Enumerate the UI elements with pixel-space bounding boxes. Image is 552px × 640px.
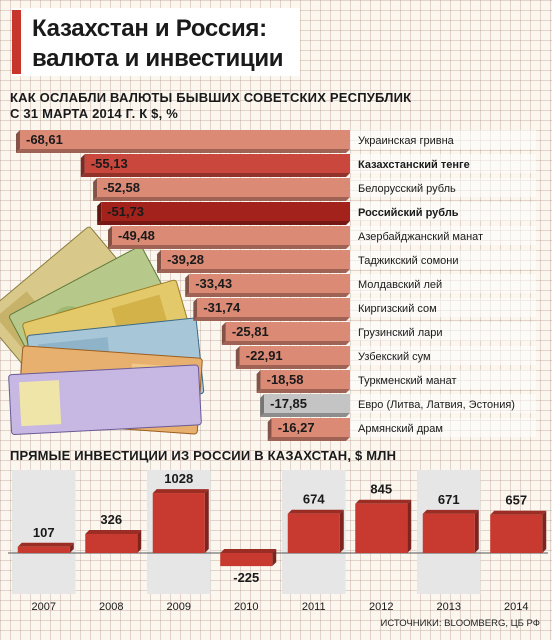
investment-bar — [490, 515, 542, 553]
investment-bar — [153, 493, 205, 553]
investment-bar-side — [475, 510, 479, 553]
investment-bar — [18, 547, 70, 553]
investment-bar — [288, 514, 340, 553]
investment-bar-top — [423, 510, 479, 514]
investment-value-label: 845 — [370, 481, 393, 497]
investment-bar-top — [288, 510, 344, 514]
currency-category-label: Евро (Литва, Латвия, Эстония) — [358, 399, 515, 411]
investment-value-label: 326 — [100, 511, 123, 527]
currency-value-label: -16,27 — [277, 420, 315, 435]
investment-bar-top — [153, 489, 209, 493]
currency-chart-title-line1: КАК ОСЛАБЛИ ВАЛЮТЫ БЫВШИХ СОВЕТСКИХ РЕСПУБЛИК — [10, 90, 412, 105]
page-title-line1: Казахстан и Россия: — [32, 15, 267, 42]
currency-value-label: -25,81 — [231, 324, 269, 339]
currency-category-label: Казахстанский тенге — [358, 159, 470, 171]
currency-category-label: Азербайджанский манат — [358, 231, 484, 243]
currency-value-label: -49,48 — [118, 228, 155, 243]
year-label: 2011 — [301, 601, 326, 613]
investment-bar-top — [355, 500, 411, 504]
investment-chart-title: ПРЯМЫЕ ИНВЕСТИЦИИ ИЗ РОССИИ В КАЗАХСТАН, $ МЛН — [10, 448, 397, 463]
investment-bar — [220, 553, 272, 566]
investment-bar — [355, 504, 407, 553]
currency-value-label: -22,91 — [245, 348, 283, 363]
currency-value-label: -68,61 — [25, 132, 63, 147]
currency-value-label: -52,58 — [103, 180, 140, 195]
investment-value-label: 657 — [505, 492, 528, 508]
investment-bar-top — [220, 549, 276, 553]
currency-category-label: Туркменский манат — [358, 375, 457, 387]
currency-value-label: -31,74 — [203, 300, 241, 315]
investment-bar-side — [137, 530, 141, 553]
currency-category-label: Белорусский рубль — [358, 183, 456, 195]
currency-value-label: -33,43 — [195, 276, 233, 291]
currency-category-label: Российский рубль — [358, 207, 459, 219]
year-label: 2009 — [166, 601, 191, 613]
investment-bar-side — [407, 500, 411, 553]
investment-bar-side — [542, 511, 546, 553]
currency-value-label: -51,73 — [107, 204, 145, 219]
year-label: 2008 — [99, 601, 124, 613]
investment-bar-top — [18, 543, 74, 547]
investment-bar-side — [205, 489, 209, 553]
source-note: ИСТОЧНИКИ: BLOOMBERG, ЦБ РФ — [380, 618, 540, 629]
currency-category-label: Украинская гривна — [358, 135, 454, 147]
currency-value-label: -17,85 — [270, 396, 308, 411]
year-label: 2014 — [504, 601, 529, 613]
investment-bar — [85, 534, 137, 553]
investment-value-label: 674 — [302, 491, 325, 507]
year-label: 2013 — [436, 601, 461, 613]
currency-value-label: -18,58 — [266, 372, 304, 387]
currency-category-label: Грузинский лари — [358, 327, 443, 339]
investment-bar — [423, 514, 475, 553]
page-title-line2: валюта и инвестиции — [32, 45, 284, 72]
investment-bar-top — [490, 511, 546, 515]
currency-value-label: -55,13 — [90, 156, 128, 171]
investment-value-label: 107 — [32, 524, 55, 540]
investment-value-label: 1028 — [164, 471, 194, 487]
year-label: 2010 — [234, 601, 259, 613]
currency-category-label: Таджикский сомони — [358, 255, 459, 267]
currency-category-label: Армянский драм — [358, 423, 443, 435]
currency-category-label: Молдавский лей — [358, 279, 443, 291]
currency-category-label: Киргизский сом — [358, 303, 437, 315]
currency-value-label: -39,28 — [167, 252, 204, 267]
year-label: 2012 — [369, 601, 394, 613]
year-label: 2007 — [31, 601, 56, 613]
currency-chart-title-line2: С 31 МАРТА 2014 Г. К $, % — [10, 106, 178, 121]
investment-value-label: 671 — [437, 491, 460, 507]
investment-bar-top — [85, 530, 141, 534]
investment-value-label: -225 — [233, 570, 260, 586]
investment-bar-side — [340, 510, 344, 553]
currency-category-label: Узбекский сум — [358, 351, 431, 363]
